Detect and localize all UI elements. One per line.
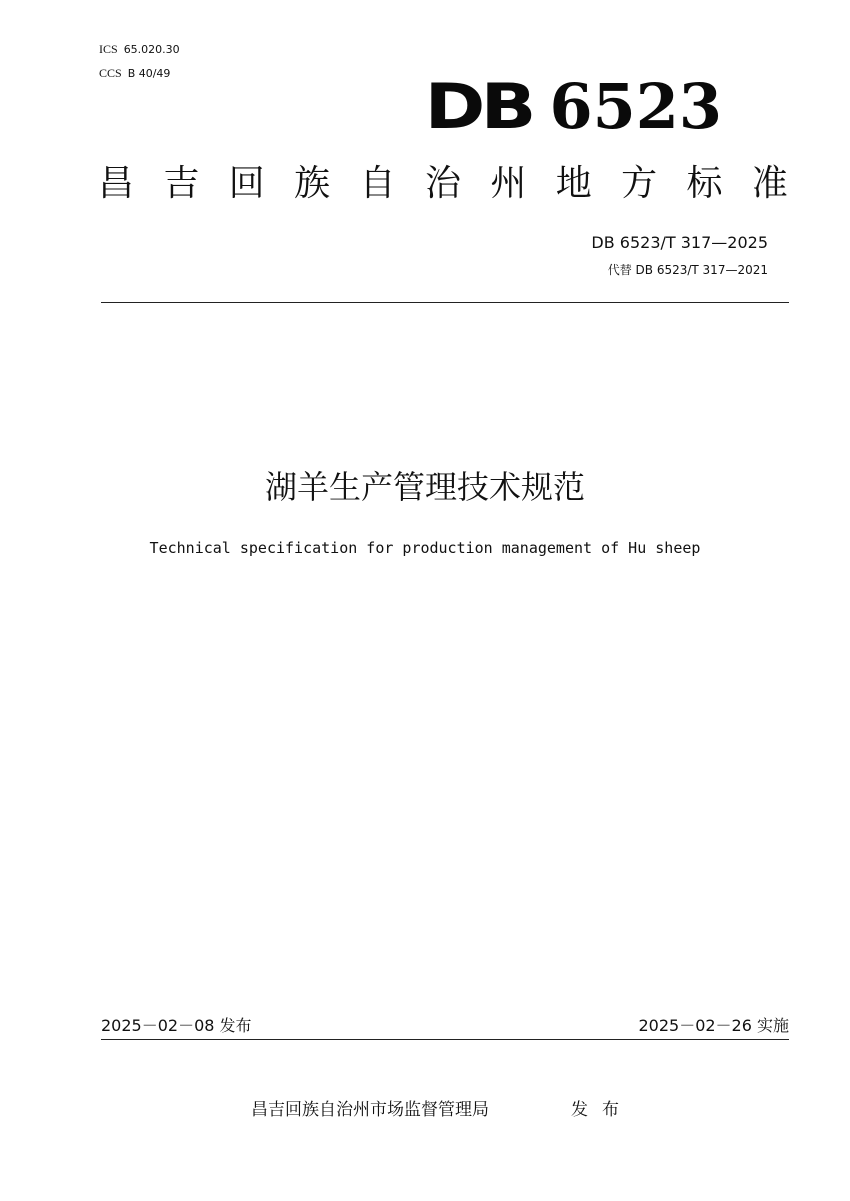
authority-char: 族 (294, 163, 331, 204)
ics-label: ICS (99, 42, 118, 56)
ccs-value: B 40/49 (127, 67, 171, 80)
standard-authority-title (98, 159, 788, 209)
authority-char: 自 (359, 163, 396, 204)
authority-char: 标 (686, 163, 723, 204)
db-mark-prefix: DB (424, 70, 532, 143)
replaces-standard: 代替 DB 6523/T 317—2021 (607, 263, 768, 277)
document-title-english: Technical specification for production management of Hu sheep (149, 539, 701, 557)
issuing-authority: 昌吉回族自治州市场监督管理局 (251, 1100, 489, 1120)
ics-value: 65.020.30 (123, 43, 180, 56)
authority-char: 准 (751, 163, 788, 204)
authority-char: 昌 (98, 163, 135, 204)
authority-char: 吉 (163, 163, 200, 204)
top-divider (101, 302, 789, 303)
issue-date: 2025－02－08 发布 (101, 1016, 252, 1035)
ics-line (99, 42, 180, 57)
authority-char: 治 (424, 163, 461, 204)
bottom-divider (101, 1039, 789, 1040)
authority-char: 回 (228, 163, 265, 204)
implementation-date: 2025－02－26 实施 (638, 1016, 789, 1035)
authority-char: 州 (490, 163, 527, 204)
authority-char: 方 (621, 163, 658, 204)
db-standard-mark (424, 70, 722, 143)
authority-char: 地 (555, 163, 592, 204)
issue-action: 发布 (571, 1100, 633, 1120)
ccs-label: CCS (99, 66, 122, 80)
ccs-line (99, 66, 170, 81)
standard-number: DB 6523/T 317—2025 (591, 233, 768, 252)
document-title-chinese: 湖羊生产管理技术规范 (264, 468, 585, 506)
db-mark-code: 6523 (549, 70, 722, 143)
